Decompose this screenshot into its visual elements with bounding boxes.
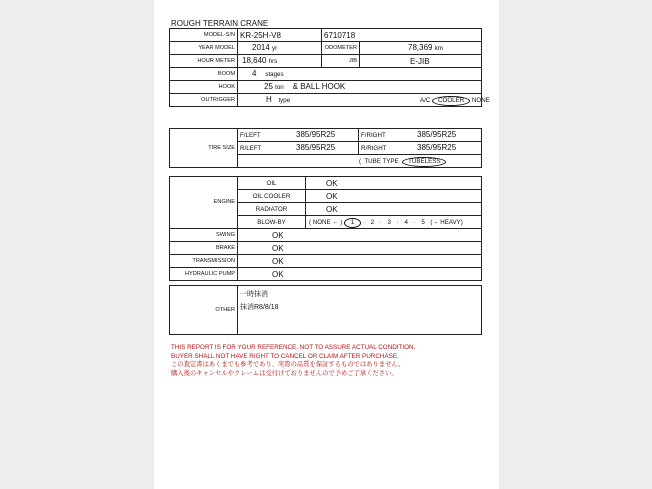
outrigger-value: H (266, 95, 272, 104)
hook-value: 25 (264, 82, 273, 91)
disclaimer (171, 344, 491, 378)
model-value: KR-25H-V8 (238, 29, 322, 42)
disclaimer-line: BUYER SHALL NOT HAVE RIGHT TO CANCEL OR CLAIM AFTER PURCHASE. (171, 352, 399, 360)
oil-cooler-label: OIL COOLER (238, 190, 306, 203)
table-row (170, 242, 482, 255)
table-row (170, 68, 482, 81)
year-label: YEAR MODEL (170, 42, 238, 55)
radiator-value: OK (306, 203, 482, 216)
year-unit: yr (272, 45, 278, 52)
radiator-label: RADIATOR (238, 203, 306, 216)
tire-rl-value: 385/95R25 (296, 143, 336, 152)
ac-label: A/C (420, 97, 431, 104)
odometer-cell (360, 42, 482, 55)
blowby-selected-oval: 1 (344, 218, 361, 228)
boom-unit: stages (265, 71, 284, 78)
hour-cell (238, 55, 322, 68)
hour-value: 18,640 (242, 56, 267, 65)
other-notes-cell (238, 286, 482, 335)
hook-unit: ton (275, 84, 284, 91)
table-row (170, 229, 482, 242)
model-label: MODEL-S/N (170, 29, 238, 42)
hour-unit: hrs (268, 58, 278, 65)
tire-fl-cell (238, 129, 359, 142)
table-row (170, 42, 482, 55)
odometer-value: 78,369 (408, 43, 433, 52)
blowby-label: BLOW-BY (238, 216, 306, 229)
tire-rl-label: R/LEFT (240, 144, 262, 152)
odometer-unit: km (434, 45, 443, 52)
hydraulic-label: HYDRAULIC PUMP (170, 268, 238, 281)
hook-label: HOOK (170, 81, 238, 94)
boom-cell (238, 68, 482, 81)
engine-label: ENGINE (170, 177, 238, 229)
other-note-2: 抹消R8/8/18 (240, 304, 279, 311)
jib-value: E-JIB (360, 55, 482, 68)
jib-label: JIB (322, 55, 360, 68)
table-row (170, 94, 482, 107)
disclaimer-line: この査定書はあくまでも参考であり、実際の品質を保証するものではありません。 (171, 361, 405, 369)
hook-extra: & BALL HOOK (292, 82, 346, 91)
tire-table (169, 128, 482, 168)
tire-fr-value: 385/95R25 (417, 130, 457, 139)
swing-label: SWING (170, 229, 238, 242)
tire-fl-label: F/LEFT (240, 131, 261, 139)
oil-cooler-value: OK (306, 190, 482, 203)
oil-value: OK (306, 177, 482, 190)
condition-table (169, 176, 482, 335)
blowby-scale-cell (306, 216, 482, 229)
blowby-none: ( NONE ← ) (309, 218, 343, 226)
tube-type-cell (238, 155, 482, 168)
oil-label: OIL (238, 177, 306, 190)
table-row (170, 286, 482, 335)
hour-label: HOUR METER (170, 55, 238, 68)
tire-rr-cell (359, 142, 482, 155)
ac-cell (420, 95, 490, 106)
hook-cell (238, 81, 482, 94)
swing-value: OK (238, 229, 482, 242)
ac-selected-oval: COOLER (432, 96, 470, 106)
table-row (170, 255, 482, 268)
tire-fl-value: 385/95R25 (296, 130, 336, 139)
boom-label: BOOM (170, 68, 238, 81)
outrigger-cell (238, 94, 490, 107)
tube-prefix: ( (359, 157, 362, 165)
tube-selected-oval: TUBELESS (402, 157, 446, 167)
tube-label: TUBE TYPE (364, 157, 399, 165)
blowby-scale: · 2 · 3 · 4 · 5 (362, 218, 427, 226)
year-cell (238, 42, 322, 55)
odometer-label: ODOMETER (322, 42, 360, 55)
spec-table (169, 28, 490, 107)
table-row (170, 129, 482, 142)
year-value: 2014 (252, 43, 270, 52)
table-row (170, 29, 482, 42)
tire-size-label: TIRE SIZE (170, 129, 238, 168)
transmission-value: OK (238, 255, 482, 268)
report-title: ROUGH TERRAIN CRANE (171, 19, 269, 28)
other-note-1: 一時抹消 (240, 291, 268, 298)
tire-fr-cell (359, 129, 482, 142)
outrigger-unit: type (278, 97, 291, 104)
table-row (170, 81, 482, 94)
disclaimer-line: THIS REPORT IS FOR YOUR REFERENCE, NOT TO ASSURE ACTUAL CONDITION. (171, 344, 416, 351)
transmission-label: TRANSMISSION (170, 255, 238, 268)
brake-label: BRAKE (170, 242, 238, 255)
outrigger-label: OUTRIGGER (170, 94, 238, 107)
table-row (170, 177, 482, 190)
table-row (170, 268, 482, 281)
tire-rl-cell (238, 142, 359, 155)
tire-rr-value: 385/95R25 (417, 143, 457, 152)
tire-rr-label: R/RIGHT (361, 144, 387, 152)
serial-value: 6710718 (322, 29, 482, 42)
hydraulic-value: OK (238, 268, 482, 281)
boom-value: 4 (252, 69, 257, 78)
table-row (170, 55, 482, 68)
blowby-heavy: (→ HEAVY) (430, 218, 463, 226)
tire-fr-label: F/RIGHT (361, 131, 386, 139)
brake-value: OK (238, 242, 482, 255)
ac-other: NONE (471, 97, 490, 104)
other-label: OTHER (170, 286, 238, 335)
disclaimer-line: 購入後のキャンセルやクレームは受付けておりませんので予めご了承ください。 (171, 369, 398, 377)
